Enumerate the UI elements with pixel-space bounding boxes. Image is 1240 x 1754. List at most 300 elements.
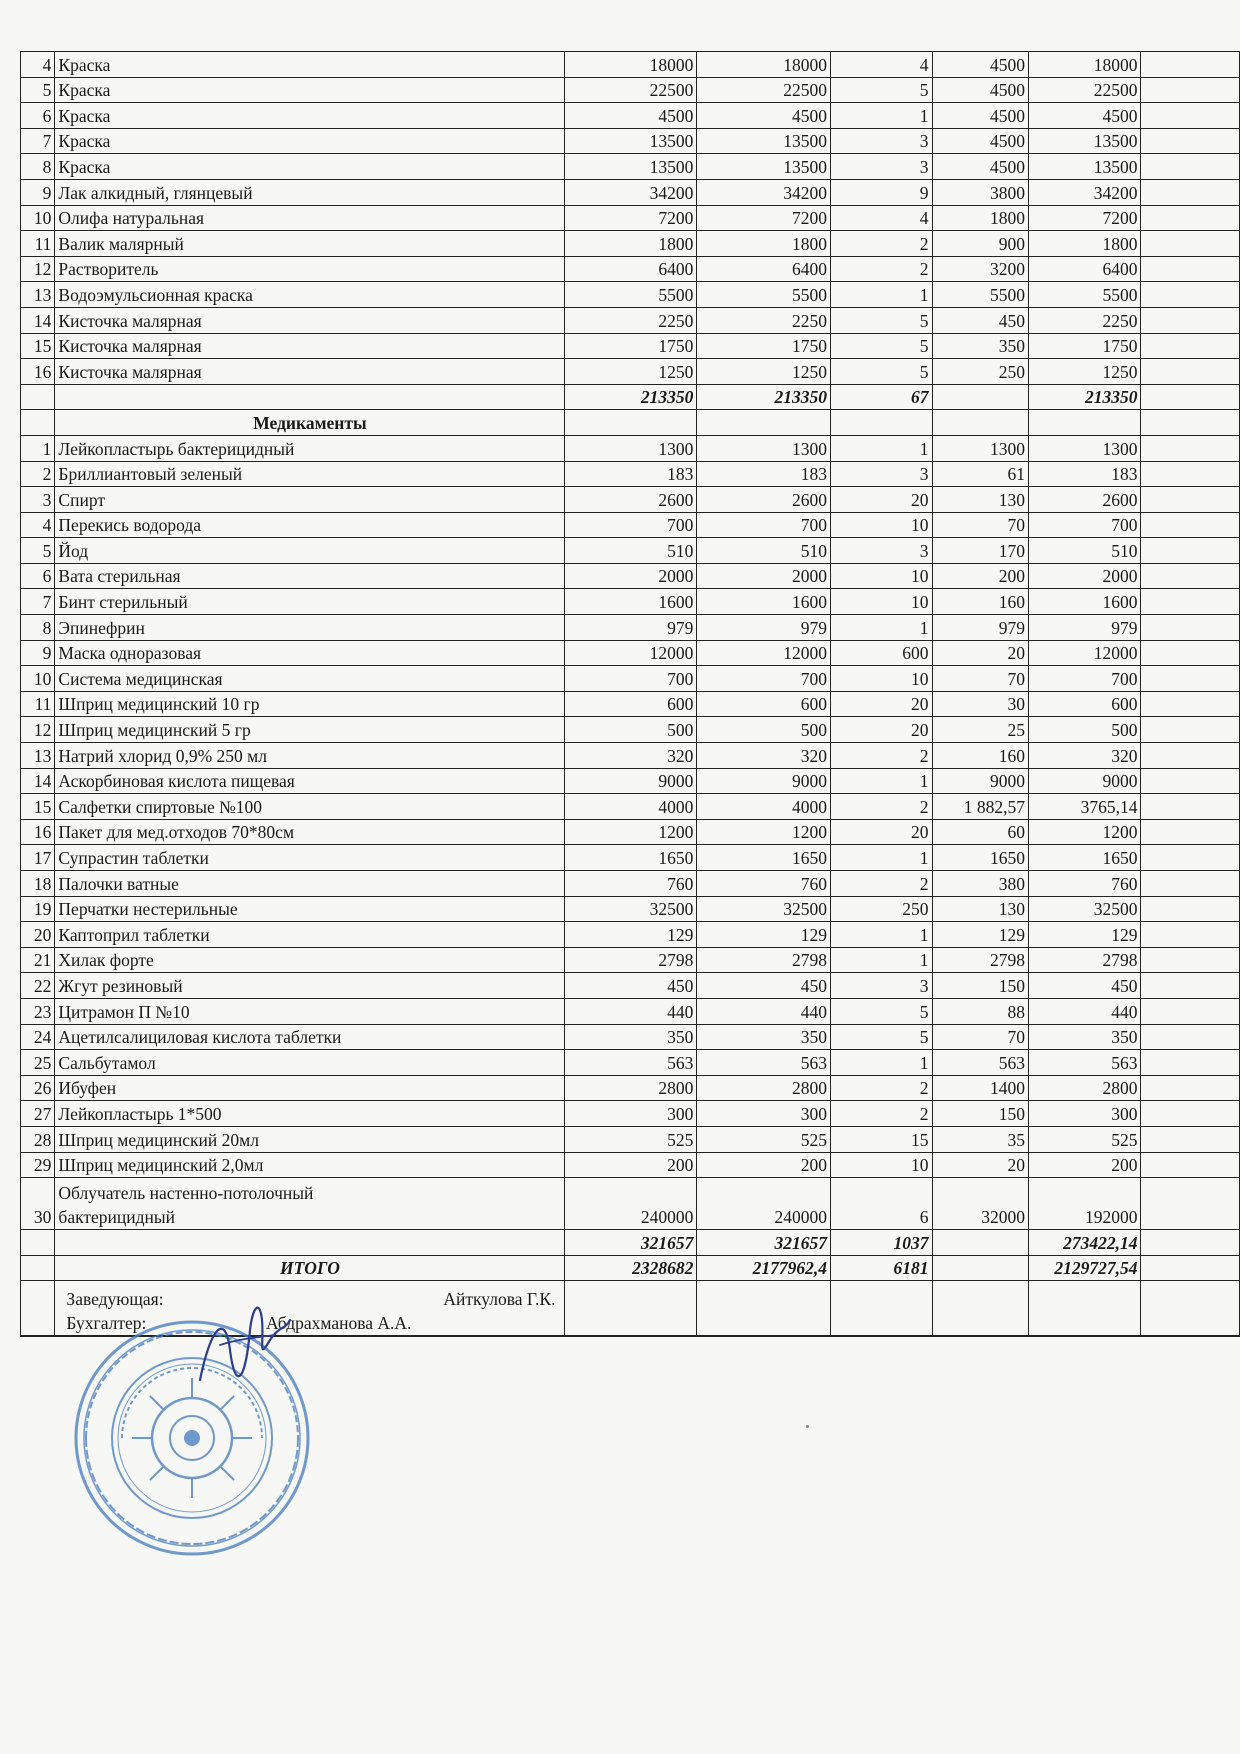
empty-cell (1141, 77, 1240, 103)
amount-actual: 6400 (697, 256, 831, 282)
table-row (21, 819, 1240, 845)
amount-actual: 18000 (697, 52, 831, 78)
unit-price: 1300 (932, 435, 1029, 461)
amount-actual: 34200 (697, 179, 831, 205)
table-row (21, 487, 1240, 513)
amount-planned: 700 (565, 512, 697, 538)
unit-price: 3800 (932, 179, 1029, 205)
empty-cell (1141, 128, 1240, 154)
amount-planned: 979 (565, 615, 697, 641)
quantity: 1 (831, 615, 933, 641)
row-number: 12 (21, 256, 55, 282)
empty-cell (932, 1255, 1029, 1281)
empty-cell (1141, 384, 1240, 410)
amount-planned: 1200 (565, 819, 697, 845)
row-number: 20 (21, 922, 55, 948)
amount-planned: 4000 (565, 794, 697, 820)
unit-price: 9000 (932, 768, 1029, 794)
table-row (21, 1101, 1240, 1127)
quantity: 5 (831, 307, 933, 333)
item-name: Перекись водорода (55, 512, 565, 538)
item-name: Вата стерильная (55, 563, 565, 589)
row-number: 16 (21, 359, 55, 385)
table-row (21, 128, 1240, 154)
amount-planned: 2250 (565, 307, 697, 333)
total-sum: 273422,14 (1029, 1230, 1141, 1256)
table-row (21, 717, 1240, 743)
amount-planned: 525 (565, 1126, 697, 1152)
empty-cell (1141, 768, 1240, 794)
item-name: Шприц медицинский 20мл (55, 1126, 565, 1152)
table-row (21, 538, 1240, 564)
row-number: 8 (21, 615, 55, 641)
row-number: 11 (21, 231, 55, 257)
empty-cell (697, 1281, 831, 1312)
table-row (21, 922, 1240, 948)
item-name: Краска (55, 77, 565, 103)
sum: 18000 (1029, 52, 1141, 78)
row-number: 9 (21, 179, 55, 205)
row-number: 3 (21, 487, 55, 513)
item-name: Салфетки спиртовые №100 (55, 794, 565, 820)
empty-cell (1141, 487, 1240, 513)
amount-planned: 320 (565, 743, 697, 769)
item-name: Маска одноразовая (55, 640, 565, 666)
amount-planned: 760 (565, 871, 697, 897)
amount-planned: 9000 (565, 768, 697, 794)
amount-actual: 760 (697, 871, 831, 897)
row-number: 5 (21, 77, 55, 103)
empty-cell (565, 410, 697, 436)
total-actual: 213350 (697, 384, 831, 410)
empty-cell (1141, 179, 1240, 205)
table-row (21, 871, 1240, 897)
empty-cell (1141, 922, 1240, 948)
row-number: 12 (21, 717, 55, 743)
quantity: 2 (831, 231, 933, 257)
table-row (21, 691, 1240, 717)
amount-actual: 2800 (697, 1075, 831, 1101)
amount-planned: 2798 (565, 947, 697, 973)
total-sum: 213350 (1029, 384, 1141, 410)
empty-cell (831, 1311, 933, 1336)
table-row (21, 103, 1240, 129)
quantity: 3 (831, 461, 933, 487)
row-number: 11 (21, 691, 55, 717)
amount-actual: 440 (697, 998, 831, 1024)
sum: 129 (1029, 922, 1141, 948)
sum: 22500 (1029, 77, 1141, 103)
row-number: 4 (21, 52, 55, 78)
sum: 700 (1029, 512, 1141, 538)
empty-cell (1141, 333, 1240, 359)
total-actual: 2177962,4 (697, 1255, 831, 1281)
amount-actual: 2000 (697, 563, 831, 589)
table-row (21, 845, 1240, 871)
amount-planned: 1800 (565, 231, 697, 257)
amount-actual: 320 (697, 743, 831, 769)
table-row (21, 589, 1240, 615)
unit-price: 20 (932, 1152, 1029, 1178)
table-row (21, 333, 1240, 359)
sum: 700 (1029, 666, 1141, 692)
accountant-name: Абдрахманова А.А. (266, 1313, 412, 1334)
sum: 32500 (1029, 896, 1141, 922)
empty-cell (1141, 435, 1240, 461)
row-number: 5 (21, 538, 55, 564)
sum: 440 (1029, 998, 1141, 1024)
quantity: 5 (831, 333, 933, 359)
empty-cell (1141, 52, 1240, 78)
item-name: Лейкопластырь 1*500 (55, 1101, 565, 1127)
item-name: Натрий хлорид 0,9% 250 мл (55, 743, 565, 769)
table-row (21, 1178, 1240, 1230)
amount-planned: 700 (565, 666, 697, 692)
table-row (21, 973, 1240, 999)
table-row (21, 896, 1240, 922)
quantity: 2 (831, 743, 933, 769)
row-number: 29 (21, 1152, 55, 1178)
item-name: Эпинефрин (55, 615, 565, 641)
empty-cell (1141, 1281, 1240, 1312)
empty-cell (831, 1281, 933, 1312)
sum: 760 (1029, 871, 1141, 897)
empty-cell (1141, 1101, 1240, 1127)
sum: 350 (1029, 1024, 1141, 1050)
unit-price: 1650 (932, 845, 1029, 871)
table-row (21, 743, 1240, 769)
item-name: Олифа натуральная (55, 205, 565, 231)
empty-cell (1141, 973, 1240, 999)
amount-actual: 13500 (697, 128, 831, 154)
row-number: 23 (21, 998, 55, 1024)
quantity: 1 (831, 435, 933, 461)
table-row (21, 52, 1240, 78)
row-number: 7 (21, 589, 55, 615)
item-name: Краска (55, 154, 565, 180)
empty-cell (1141, 410, 1240, 436)
item-name: Система медицинская (55, 666, 565, 692)
item-name: Спирт (55, 487, 565, 513)
empty-cell (1141, 282, 1240, 308)
unit-price: 170 (932, 538, 1029, 564)
row-number: 19 (21, 896, 55, 922)
empty-cell (1141, 947, 1240, 973)
table-row (21, 154, 1240, 180)
amount-actual: 5500 (697, 282, 831, 308)
sum: 525 (1029, 1126, 1141, 1152)
row-number: 13 (21, 743, 55, 769)
empty-cell (1141, 256, 1240, 282)
table-row (21, 998, 1240, 1024)
table-row (21, 461, 1240, 487)
table-row (21, 205, 1240, 231)
total-planned: 213350 (565, 384, 697, 410)
item-name: Пакет для мед.отходов 70*80см (55, 819, 565, 845)
item-name: Валик малярный (55, 231, 565, 257)
amount-planned: 563 (565, 1050, 697, 1076)
amount-planned: 500 (565, 717, 697, 743)
quantity: 10 (831, 666, 933, 692)
table-row (21, 947, 1240, 973)
empty-cell (1141, 563, 1240, 589)
item-name: Бинт стерильный (55, 589, 565, 615)
total-planned: 321657 (565, 1230, 697, 1256)
empty-cell (1029, 1311, 1141, 1336)
quantity: 2 (831, 1101, 933, 1127)
empty-cell (1029, 1281, 1141, 1312)
unit-price: 20 (932, 640, 1029, 666)
sum: 34200 (1029, 179, 1141, 205)
item-name: Палочки ватные (55, 871, 565, 897)
empty-cell (1141, 589, 1240, 615)
empty-cell (1141, 1178, 1240, 1230)
sum: 2800 (1029, 1075, 1141, 1101)
empty-cell (932, 1311, 1029, 1336)
sum: 192000 (1029, 1178, 1141, 1230)
sum: 1650 (1029, 845, 1141, 871)
unit-price: 61 (932, 461, 1029, 487)
subtotal-row (21, 1255, 1240, 1281)
table-row (21, 640, 1240, 666)
amount-planned: 18000 (565, 52, 697, 78)
empty-cell (697, 410, 831, 436)
amount-planned: 1600 (565, 589, 697, 615)
row-number: 22 (21, 973, 55, 999)
quantity: 1 (831, 845, 933, 871)
amount-actual: 2798 (697, 947, 831, 973)
unit-price: 1400 (932, 1075, 1029, 1101)
item-name: Кисточка малярная (55, 307, 565, 333)
unit-price: 130 (932, 487, 1029, 513)
amount-actual: 563 (697, 1050, 831, 1076)
table-row (21, 256, 1240, 282)
empty-cell (1141, 461, 1240, 487)
unit-price: 350 (932, 333, 1029, 359)
quantity: 4 (831, 205, 933, 231)
amount-actual: 12000 (697, 640, 831, 666)
sum: 979 (1029, 615, 1141, 641)
unit-price: 4500 (932, 77, 1029, 103)
amount-actual: 183 (697, 461, 831, 487)
row-number: 30 (21, 1178, 55, 1230)
unit-price: 250 (932, 359, 1029, 385)
quantity: 3 (831, 973, 933, 999)
amount-actual: 510 (697, 538, 831, 564)
sum: 510 (1029, 538, 1141, 564)
section-title: Медикаменты (55, 410, 565, 436)
amount-planned: 7200 (565, 205, 697, 231)
row-number: 4 (21, 512, 55, 538)
amount-planned: 1250 (565, 359, 697, 385)
item-name: Шприц медицинский 10 гр (55, 691, 565, 717)
quantity: 5 (831, 77, 933, 103)
amount-planned: 440 (565, 998, 697, 1024)
table-row (21, 1075, 1240, 1101)
sum: 320 (1029, 743, 1141, 769)
amount-actual: 450 (697, 973, 831, 999)
unit-price: 563 (932, 1050, 1029, 1076)
sum: 12000 (1029, 640, 1141, 666)
item-name: Шприц медицинский 5 гр (55, 717, 565, 743)
item-name: Ибуфен (55, 1075, 565, 1101)
unit-price: 25 (932, 717, 1029, 743)
sum: 1250 (1029, 359, 1141, 385)
amount-actual: 700 (697, 512, 831, 538)
empty-cell (21, 1281, 55, 1312)
empty-cell (1141, 154, 1240, 180)
item-name: Жгут резиновый (55, 973, 565, 999)
empty-cell (21, 384, 55, 410)
unit-price: 32000 (932, 1178, 1029, 1230)
table-row (21, 179, 1240, 205)
amount-planned: 22500 (565, 77, 697, 103)
amount-planned: 300 (565, 1101, 697, 1127)
empty-cell (1141, 615, 1240, 641)
empty-cell (1141, 307, 1240, 333)
empty-cell (932, 1230, 1029, 1256)
quantity: 3 (831, 154, 933, 180)
quantity: 20 (831, 487, 933, 513)
row-number: 15 (21, 333, 55, 359)
quantity: 4 (831, 52, 933, 78)
quantity: 9 (831, 179, 933, 205)
amount-actual: 2600 (697, 487, 831, 513)
amount-planned: 600 (565, 691, 697, 717)
sum: 1200 (1029, 819, 1141, 845)
quantity: 5 (831, 1024, 933, 1050)
row-number: 26 (21, 1075, 55, 1101)
unit-price: 129 (932, 922, 1029, 948)
amount-actual: 1600 (697, 589, 831, 615)
table-row (21, 231, 1240, 257)
table-row (21, 435, 1240, 461)
unit-price: 70 (932, 666, 1029, 692)
item-name: Аскорбиновая кислота пищевая (55, 768, 565, 794)
sum: 500 (1029, 717, 1141, 743)
row-number: 7 (21, 128, 55, 154)
amount-actual: 700 (697, 666, 831, 692)
total-planned: 2328682 (565, 1255, 697, 1281)
empty-cell (1141, 1311, 1240, 1336)
amount-planned: 183 (565, 461, 697, 487)
empty-cell (932, 1281, 1029, 1312)
sum: 7200 (1029, 205, 1141, 231)
item-name: Лейкопластырь бактерицидный (55, 435, 565, 461)
empty-cell (1141, 1050, 1240, 1076)
subtotal-row (21, 1230, 1240, 1256)
unit-price: 1800 (932, 205, 1029, 231)
head-name: Айткулова Г.К. (443, 1289, 556, 1310)
amount-planned: 2000 (565, 563, 697, 589)
empty-cell (1141, 1152, 1240, 1178)
amount-planned: 2800 (565, 1075, 697, 1101)
empty-cell (1141, 231, 1240, 257)
amount-actual: 1650 (697, 845, 831, 871)
table-row (21, 1050, 1240, 1076)
quantity: 20 (831, 717, 933, 743)
amount-planned: 1750 (565, 333, 697, 359)
empty-cell (55, 1230, 565, 1256)
row-number: 16 (21, 819, 55, 845)
amount-planned: 1650 (565, 845, 697, 871)
row-number: 14 (21, 768, 55, 794)
total-actual: 321657 (697, 1230, 831, 1256)
empty-cell (697, 1311, 831, 1336)
quantity: 1 (831, 1050, 933, 1076)
amount-actual: 979 (697, 615, 831, 641)
item-name: Перчатки нестерильные (55, 896, 565, 922)
sum: 4500 (1029, 103, 1141, 129)
amount-planned: 4500 (565, 103, 697, 129)
row-number: 28 (21, 1126, 55, 1152)
quantity: 1 (831, 282, 933, 308)
total-sum: 2129727,54 (1029, 1255, 1141, 1281)
row-number: 27 (21, 1101, 55, 1127)
sum: 183 (1029, 461, 1141, 487)
sum: 13500 (1029, 128, 1141, 154)
empty-cell (1141, 743, 1240, 769)
row-number: 24 (21, 1024, 55, 1050)
empty-cell (1141, 1230, 1240, 1256)
table-row (21, 512, 1240, 538)
row-number: 21 (21, 947, 55, 973)
quantity: 1 (831, 922, 933, 948)
empty-cell (1141, 1075, 1240, 1101)
head-signature-cell (55, 1281, 565, 1312)
amount-planned: 240000 (565, 1178, 697, 1230)
item-name: Растворитель (55, 256, 565, 282)
row-number: 14 (21, 307, 55, 333)
unit-price: 380 (932, 871, 1029, 897)
amount-planned: 13500 (565, 154, 697, 180)
unit-price: 5500 (932, 282, 1029, 308)
quantity: 250 (831, 896, 933, 922)
empty-cell (1141, 512, 1240, 538)
sum: 2798 (1029, 947, 1141, 973)
unit-price: 150 (932, 1101, 1029, 1127)
sum: 3765,14 (1029, 794, 1141, 820)
unit-price: 900 (932, 231, 1029, 257)
sum: 13500 (1029, 154, 1141, 180)
row-number: 1 (21, 435, 55, 461)
table-row (21, 1152, 1240, 1178)
unit-price: 88 (932, 998, 1029, 1024)
empty-cell (21, 1311, 55, 1336)
amount-actual: 4500 (697, 103, 831, 129)
item-name (55, 1178, 565, 1230)
unit-price: 30 (932, 691, 1029, 717)
accountant-label: Бухгалтер: (66, 1313, 147, 1334)
table-row (21, 563, 1240, 589)
empty-cell (831, 410, 933, 436)
amount-actual: 600 (697, 691, 831, 717)
amount-actual: 1200 (697, 819, 831, 845)
unit-price: 70 (932, 1024, 1029, 1050)
scan-speck (806, 1425, 809, 1428)
sum: 1600 (1029, 589, 1141, 615)
table-row (21, 77, 1240, 103)
amount-planned: 450 (565, 973, 697, 999)
row-number: 10 (21, 205, 55, 231)
amount-actual: 22500 (697, 77, 831, 103)
empty-cell (932, 384, 1029, 410)
quantity: 3 (831, 128, 933, 154)
item-name: Кисточка малярная (55, 333, 565, 359)
item-name: Каптоприл таблетки (55, 922, 565, 948)
item-name: Краска (55, 103, 565, 129)
unit-price: 70 (932, 512, 1029, 538)
